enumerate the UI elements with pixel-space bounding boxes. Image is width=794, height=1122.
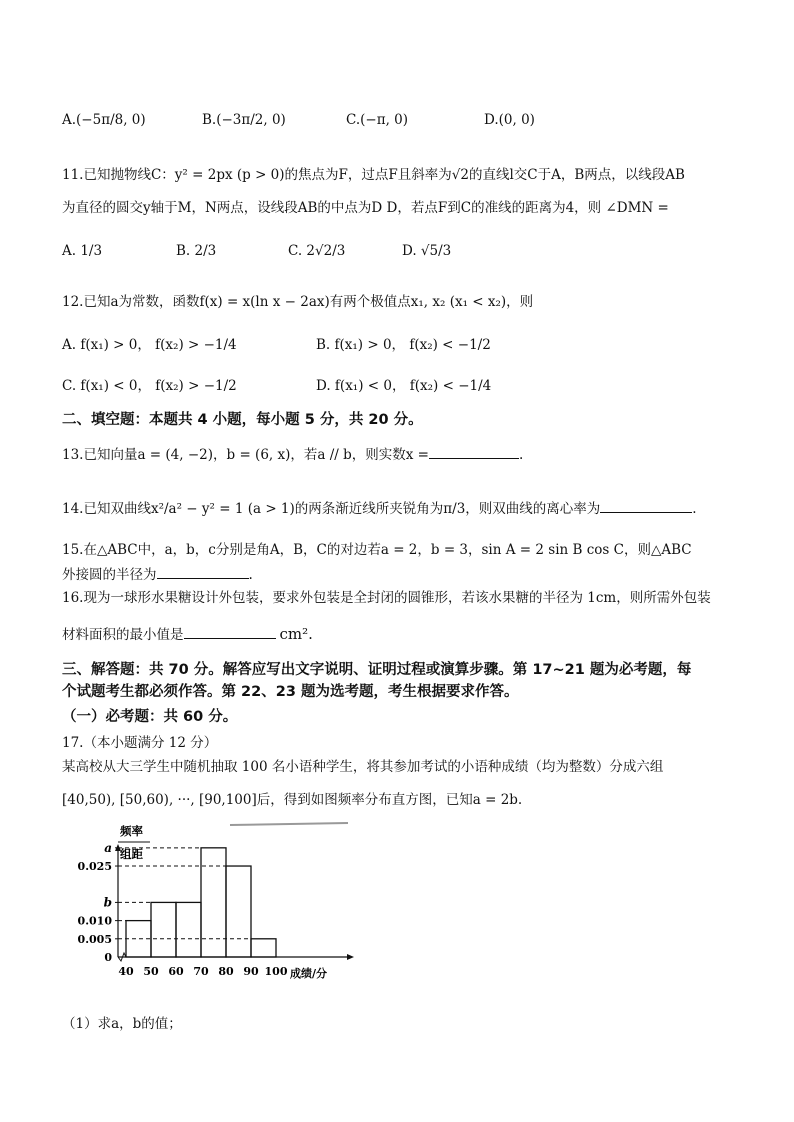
histogram-bar	[251, 939, 276, 957]
q11-line2: 为直径的圆交y轴于M，N两点，设线段AB的中点为D D，若点F到C的准线的距离为4，则 ∠DMN =	[62, 200, 669, 216]
q11-option-d: D. √5/3	[402, 243, 452, 259]
q13-answer-blank[interactable]	[429, 444, 519, 459]
q16-line2-wrap	[62, 623, 313, 643]
q12-option-a: A. f(x₁) > 0， f(x₂) > −1/4	[62, 337, 237, 353]
q10-option-d: D.(0, 0)	[484, 112, 535, 128]
section3-line2: 个试题考生都必须作答。第 22、23 题为选考题，考生根据要求作答。	[62, 684, 519, 700]
q14-end: .	[692, 501, 697, 517]
y-tick-label: 0.005	[77, 932, 112, 946]
q13-text: 13.已知向量a = (4, −2)，b = (6, x)，若a // b，则实数x =	[62, 447, 429, 463]
x-axis-label: 成绩/分	[290, 967, 328, 980]
q11-option-b: B. 2/3	[176, 243, 217, 259]
x-tick-label: 60	[168, 965, 184, 978]
q15-line1: 15.在△ABC中，a，b，c分别是角A，B，C的对边若a = 2，b = 3，sin A = 2 sin B cos C，则△ABC	[62, 542, 692, 558]
q13	[62, 443, 523, 463]
q11-option-a: A. 1/3	[62, 243, 103, 259]
q17-heading: 17.（本小题满分 12 分）	[62, 735, 218, 751]
q15-answer-blank[interactable]	[157, 564, 249, 579]
q16-line2: 材料面积的最小值是	[62, 627, 184, 643]
q17-part1: （1）求a，b的值；	[62, 1016, 182, 1032]
q12-option-d: D. f(x₁) < 0， f(x₂) < −1/4	[316, 378, 492, 394]
frequency-histogram	[70, 818, 370, 990]
x-tick-label: 100	[264, 965, 288, 978]
q17-line1: 某高校从大三学生中随机抽取 100 名小语种学生，将其参加考试的小语种成绩（均为整数）分成六组	[62, 759, 664, 775]
y-tick-label: b	[103, 895, 112, 910]
histogram-bar	[226, 866, 251, 957]
scan-artifact-line	[230, 823, 348, 825]
q10-option-c: C.(−π, 0)	[346, 112, 409, 128]
q15-line2-wrap	[62, 563, 253, 583]
y-tick-label: a	[104, 840, 112, 855]
y-axis-label-top: 频率	[120, 824, 143, 838]
x-tick-label: 50	[143, 965, 159, 978]
q12-option-c: C. f(x₁) < 0， f(x₂) > −1/2	[62, 378, 237, 394]
q14	[62, 497, 697, 517]
q16-line1: 16.现为一球形水果糖设计外包装，要求外包装是全封闭的圆锥形，若该水果糖的半径为 1cm，则所需外包装	[62, 590, 711, 606]
section2-heading: 二、填空题：本题共 4 小题，每小题 5 分，共 20 分。	[62, 412, 423, 428]
y-axis-label-bottom: 组距	[120, 847, 143, 861]
q11-line1: 11.已知抛物线C：y² = 2px (p > 0)的焦点为F，过点F且斜率为√2的直线l交C于A，B两点，以线段AB	[62, 167, 685, 183]
q15-line2: 外接圆的半径为	[62, 567, 157, 583]
q14-answer-blank[interactable]	[600, 498, 692, 513]
histogram-bar	[176, 902, 201, 957]
q16-unit: cm².	[279, 625, 313, 643]
x-tick-label: 80	[218, 965, 234, 978]
q10-option-b: B.(−3π/2, 0)	[202, 112, 286, 128]
x-tick-label: 90	[243, 965, 259, 978]
q15-end: .	[248, 567, 253, 583]
x-tick-label: 40	[118, 965, 134, 978]
q11-option-c: C. 2√2/3	[288, 243, 346, 259]
histogram-bar	[151, 902, 176, 957]
section3-line1: 三、解答题：共 70 分。解答应写出文字说明、证明过程或演算步骤。第 17~21 题为必考题，每	[62, 662, 692, 678]
subsection1-heading: （一）必考题：共 60 分。	[62, 709, 238, 725]
q10-option-a: A.(−5π/8, 0)	[62, 112, 146, 128]
x-axis-arrow	[347, 954, 354, 960]
q12-stem: 12.已知a为常数，函数f(x) = x(ln x − 2ax)有两个极值点x₁, x₂ (x₁ < x₂)，则	[62, 294, 534, 310]
y-tick-label: 0	[104, 951, 112, 964]
q14-text: 14.已知双曲线x²/a² − y² = 1 (a > 1)的两条渐近线所夹锐角为π/3，则双曲线的离心率为	[62, 501, 601, 517]
y-tick-label: 0.010	[77, 914, 112, 928]
y-tick-label: 0.025	[77, 860, 112, 874]
q17-line2: [40,50), [50,60), ···, [90,100]后，得到如图频率分布直方图，已知a = 2b.	[62, 792, 523, 808]
histogram-bar	[201, 848, 226, 957]
q12-option-b: B. f(x₁) > 0， f(x₂) < −1/2	[316, 337, 491, 353]
q16-answer-blank[interactable]	[184, 624, 276, 639]
q13-end: .	[518, 447, 524, 463]
x-tick-label: 70	[193, 965, 209, 978]
